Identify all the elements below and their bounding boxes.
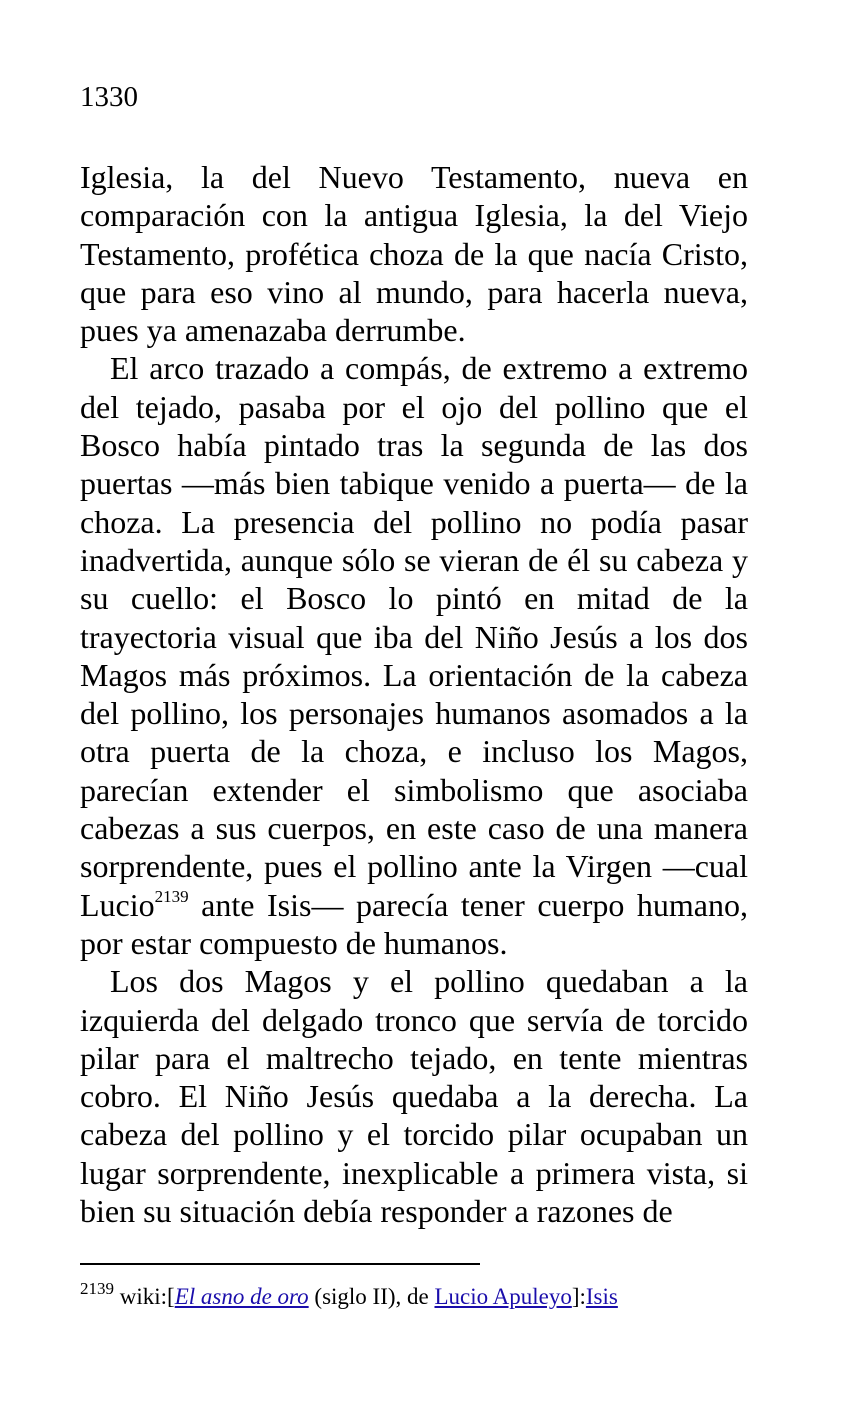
paragraph-3 — [80, 962, 748, 1230]
footnote-link-asno-de-oro[interactable]: El asno de oro — [174, 1284, 309, 1309]
paragraph-3-text: Los dos Magos y el pollino quedaban a la izquierda del delgado tronco que servía de torcido pilar para el maltrecho tejado, en tente mientras cobro. El Niño Jesús quedaba a la derecha. La cabeza del pollino y el torcido pilar ocupaban un lugar sorprendente, inexplicable a primera vista, si bien su situación debía responder a razones de — [80, 963, 748, 1230]
body-text — [80, 158, 748, 1230]
footnote-middle: (siglo II), de — [308, 1284, 435, 1309]
footnote-prefix: wiki:[ — [114, 1284, 175, 1309]
footnote-divider — [80, 1263, 480, 1265]
footnote-number: 2139 — [80, 1279, 114, 1298]
footnote-separator: ]: — [571, 1284, 586, 1309]
paragraph-1 — [80, 158, 748, 349]
footnote-reference[interactable]: 2139 — [154, 886, 189, 906]
footnote-link-lucio-apuleyo[interactable]: Lucio Apuleyo — [434, 1284, 572, 1309]
page-number: 1330 — [80, 81, 138, 113]
footnote — [80, 1279, 780, 1312]
paragraph-2-text: El arco trazado a compás, de extremo a extremo del tejado, pasaba por el ojo del pollino que el Bosco había pintado tras la segunda de las dos puertas —más bien tabique venido a puerta— de la choza. La presencia del pollino no podía pasar inadvertida, aunque sólo se vieran de él su cabeza y su cuello: el Bosco lo pintó en mitad de la trayectoria visual que iba del Niño Jesús a los dos Magos más próximos. La orientación de la cabeza del pollino, los personajes humanos asomados a la otra puerta de la choza, e incluso los Magos, parecían extender el simbolismo que asociaba cabezas a sus cuerpos, en este caso de una manera sorprendente, pues el pollino ante la Virgen —cual Lucio — [80, 350, 748, 923]
footnote-link-isis[interactable]: Isis — [585, 1284, 618, 1309]
paragraph-1-text: Iglesia, la del Nuevo Testamento, nueva en comparación con la antigua Iglesia, la del Viejo Testamento, profética choza de la que nacía Cristo, que para eso vino al mundo, para hacerla nueva, pues ya amenazaba derrumbe. — [80, 159, 748, 349]
paragraph-2 — [80, 349, 748, 962]
paragraph-2-text-after: ante Isis— parecía tener cuerpo humano, por estar compuesto de humanos. — [80, 886, 748, 961]
